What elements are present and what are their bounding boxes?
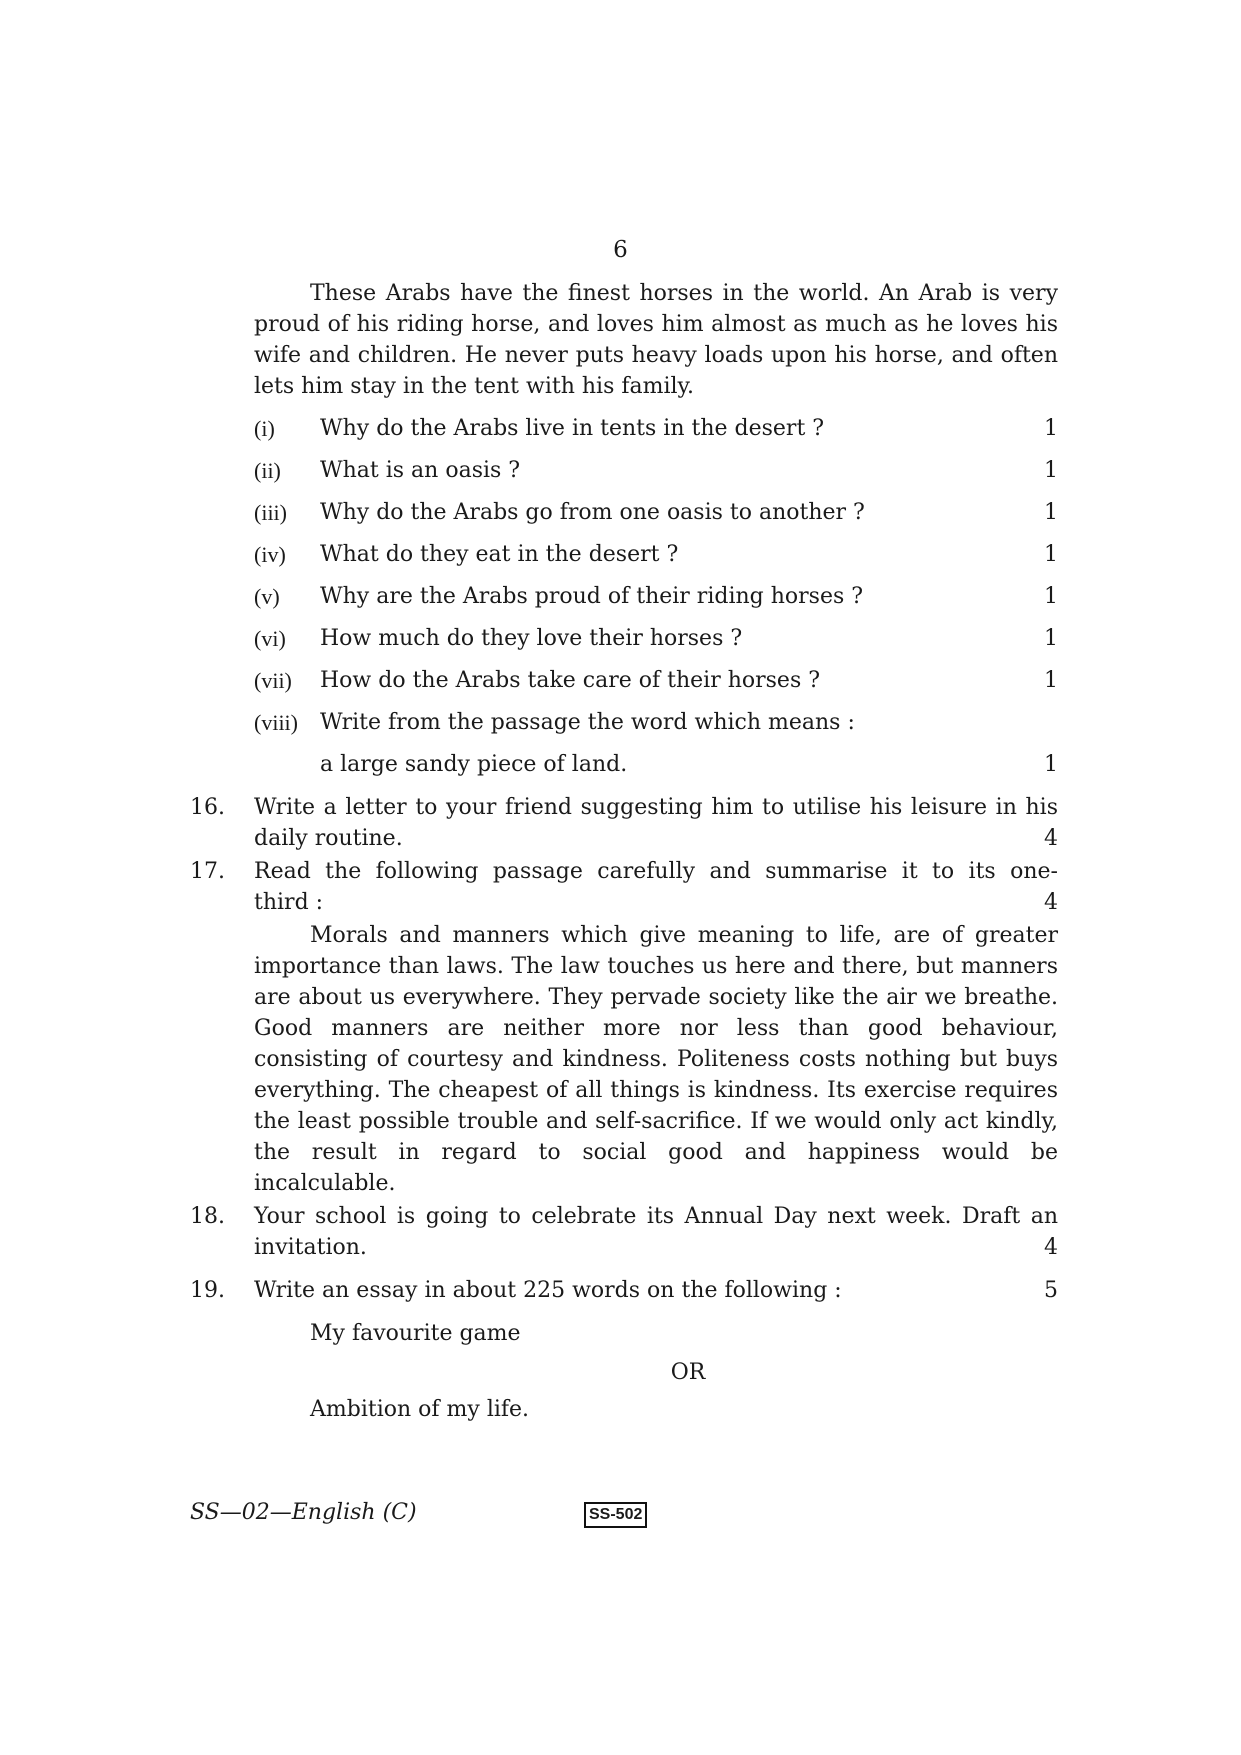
sub-question-number: (ii) xyxy=(254,458,281,483)
sub-question-7 xyxy=(254,665,1058,696)
sub-question-text: Why do the Arabs go from one oasis to another ? xyxy=(320,500,865,525)
sub-question-5 xyxy=(254,581,1058,612)
sub-question-marks: 1 xyxy=(1044,626,1058,651)
question-marks: 4 xyxy=(1044,1235,1058,1260)
sub-question-2 xyxy=(254,455,1058,486)
sub-question-number: (iii) xyxy=(254,500,287,525)
sub-question-text: Why do the Arabs live in tents in the desert ? xyxy=(320,416,825,441)
sub-question-list xyxy=(190,413,1058,780)
question-text-line2: daily routine. xyxy=(254,826,403,851)
sub-question-number: (v) xyxy=(254,584,280,609)
sub-question-text: How much do they love their horses ? xyxy=(320,626,743,651)
sub-question-number: (vi) xyxy=(254,626,286,651)
sub-question-text: What do they eat in the desert ? xyxy=(320,542,679,567)
question-19 xyxy=(190,1275,1058,1306)
sub-question-3 xyxy=(254,497,1058,528)
question-number: 17. xyxy=(190,859,225,884)
question-text: Write an essay in about 225 words on the following : xyxy=(254,1278,842,1303)
question-17 xyxy=(190,856,1058,918)
sub-question-text: Why are the Arabs proud of their riding horses ? xyxy=(320,584,864,609)
question-16 xyxy=(190,792,1058,854)
sub-question-text: What is an oasis ? xyxy=(320,458,521,483)
sub-question-text: How do the Arabs take care of their horses ? xyxy=(320,668,821,693)
sub-question-marks: 1 xyxy=(1044,458,1058,483)
sub-question-6 xyxy=(254,623,1058,654)
sub-question-8 xyxy=(254,707,1058,738)
sub-question-number: (vii) xyxy=(254,668,292,693)
question-marks: 4 xyxy=(1044,826,1058,851)
page-number: 6 xyxy=(613,237,628,263)
sub-question-text: Write from the passage the word which means : xyxy=(320,710,855,735)
sub-question-text: a large sandy piece of land. xyxy=(320,752,628,777)
question-text-line2: invitation. xyxy=(254,1235,367,1260)
essay-topic-2: Ambition of my life. xyxy=(310,1397,530,1422)
sub-question-marks: 1 xyxy=(1044,500,1058,525)
or-label: OR xyxy=(670,1360,706,1385)
sub-question-marks: 1 xyxy=(1044,668,1058,693)
question-number: 16. xyxy=(190,795,225,820)
sub-question-marks: 1 xyxy=(1044,416,1058,441)
question-number: 18. xyxy=(190,1204,225,1229)
paper-code-box: SS-502 xyxy=(584,1502,647,1528)
question-text-line1: Read the following passage carefully and summarise it to its one- xyxy=(254,859,1058,884)
sub-question-marks xyxy=(1028,707,1058,738)
page-content xyxy=(190,278,1058,1425)
sub-question-number: (iv) xyxy=(254,542,286,567)
essay-topic-1: My favourite game xyxy=(310,1321,521,1346)
sub-question-marks: 1 xyxy=(1044,542,1058,567)
sub-question-marks: 1 xyxy=(1044,584,1058,609)
question-18 xyxy=(190,1201,1058,1263)
footer-paper-label: SS—02—English (C) xyxy=(190,1500,417,1525)
sub-question-number: (i) xyxy=(254,416,275,441)
question-marks: 5 xyxy=(1044,1278,1058,1303)
sub-question-1 xyxy=(254,413,1058,444)
sub-question-marks: 1 xyxy=(1044,752,1058,777)
question-text-line1: Write a letter to your friend suggesting him to utilise his leisure in his xyxy=(254,795,1058,820)
question-text-line1: Your school is going to celebrate its Annual Day next week. Draft an xyxy=(254,1204,1058,1229)
question-text-line2: third : xyxy=(254,890,324,915)
question-marks: 4 xyxy=(1044,890,1058,915)
question-number: 19. xyxy=(190,1278,225,1303)
sub-question-4 xyxy=(254,539,1058,570)
sub-question-8-continuation xyxy=(320,749,1058,780)
sub-question-number: (viii) xyxy=(254,710,298,735)
summary-passage: Morals and manners which give meaning to life, are of greater importance than laws. The law touches us here and there, but manners are about us everywhere. They pervade society like the air we breathe. Good manners are neither more nor less than good behaviour, consisting of courtesy and kindness. Politeness costs nothing but buys everything. The cheapest of all things is kindness. Its exercise requires the least possible trouble and self-sacrifice. If we would only act kindly, the result in regard to social good and happiness would be incalculable. xyxy=(254,923,1058,1196)
passage-paragraph: These Arabs have the finest horses in the world. An Arab is very proud of his riding horse, and loves him almost as much as he loves his wife and children. He never puts heavy loads upon his horse, and often lets him stay in the tent with his family. xyxy=(254,281,1058,399)
